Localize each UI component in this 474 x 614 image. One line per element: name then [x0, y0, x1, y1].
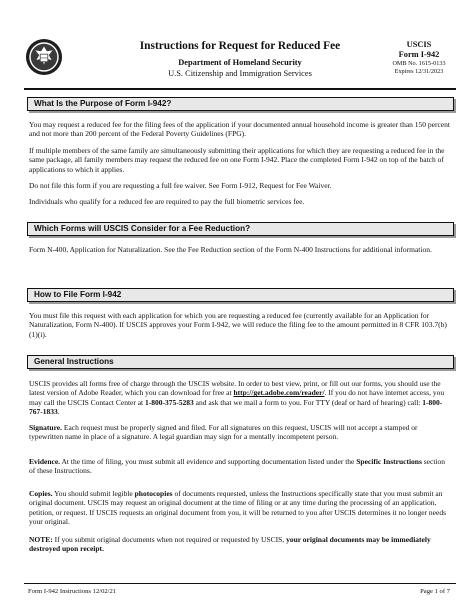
adobe-reader-link[interactable]: http://get.adobe.com/reader/ — [233, 388, 325, 398]
tty-phone: 1-800-767-1833 — [29, 397, 443, 417]
section-header-purpose — [27, 97, 454, 111]
purpose-paragraph-1: You may request a reduced fee for the filing fees of the application if your documented annual household income is greater than 150 percent and not more than 200 percent of the Federal Poverty Guidelines (FPG). — [29, 120, 450, 139]
dhs-seal-icon — [25, 38, 63, 76]
section-header-forms — [27, 222, 454, 236]
section-header-how-to-file — [27, 288, 454, 302]
signature-paragraph: Signature. Each request must be properly signed and filed. For all signatures on this request, USCIS will not accept a stamped or typewritten name in place of a signature. A legal guardian may sign for a mentally incompetent person. — [29, 423, 418, 442]
footer-form-edition: Form I-942 Instructions 12/02/21 — [28, 588, 117, 595]
form-identifier — [384, 40, 454, 76]
purpose-paragraph-4: Individuals who qualify for a reduced fee are required to pay the full biometric services fee. — [29, 197, 305, 206]
section-heading: General Instructions — [34, 357, 114, 366]
department-name: Department of Homeland Security — [178, 58, 302, 67]
document-title: Instructions for Request for Reduced Fee — [139, 40, 341, 52]
agency-name: U.S. Citizenship and Immigration Services — [168, 69, 312, 78]
purpose-paragraph-2: If multiple members of the same family are simultaneously submitting their applications for which they are requesting a reduced fee in the same package, all family members may request the reduced fee on one Form I-942. Place the completed Form I-942 on top of the batch of applications to which it applies. — [29, 146, 445, 174]
how-to-file-paragraph-1: You must file this request with each application for which you are requesting a reduced fee (currently available for an Application for Naturalization, Form N-400). If USCIS approves your Form I-942, we will reduce the filing fee to the amount permitted in 8 CFR 103.7(b)(1)(i). — [29, 311, 447, 339]
note-label: NOTE: — [29, 535, 53, 544]
expiration-date: Expires 12/31/2023 — [394, 68, 444, 75]
evidence-paragraph: Evidence. At the time of filing, you must submit all evidence and supporting documentation listed under the Specific Instructions section of these Instructions. — [29, 457, 445, 476]
section-heading: How to File Form I-942 — [34, 290, 122, 299]
forms-paragraph-1: Form N-400, Application for Naturalization. See the Fee Reduction section of the Form N-400 Instructions for additional information. — [29, 245, 432, 254]
footer-divider — [24, 583, 456, 584]
signature-label: Signature. — [29, 423, 62, 432]
copies-label: Copies. — [29, 489, 53, 498]
evidence-label: Evidence. — [29, 457, 61, 466]
omb-number: OMB No. 1615-0133 — [392, 60, 446, 67]
contact-center-phone: 1-800-375-5283 — [145, 397, 194, 407]
footer-page-number: Page 1 of 7 — [420, 588, 450, 595]
copies-paragraph: Copies. You should submit legible photocopies of documents requested, unless the Instructions specifically state that you must submit an original document. USCIS may request an original document at the time of filing or at any time during the processing of an application, petition, or request. If USCIS requests an original document from you, it will be returned to you after USCIS determines it no longer needs your original. — [29, 489, 446, 527]
form-number: Form I-942 — [398, 50, 440, 59]
section-heading: What Is the Purpose of Form I-942? — [34, 99, 172, 108]
general-paragraph-forms: USCIS provides all forms free of charge through the USCIS website. In order to best view, print, or fill out our forms, you should use the latest version of Adobe Reader, which you can download for free at http://get.adobe.com/reader/. If you do not have internet access, you may call the USCIS Contact Center at 1-800-375-5283 and ask that we mail a form to you. For TTY (deaf or hard of hearing) call: 1-800-767-1833. — [29, 379, 445, 417]
header-divider — [24, 88, 456, 90]
purpose-paragraph-3: Do not file this form if you are requesting a full fee waiver. See Form I-912, Request for Fee Waiver. — [29, 181, 332, 190]
note-paragraph: NOTE: If you submit original documents when not required or requested by USCIS, your original documents may be immediately destroyed upon receipt. — [29, 535, 431, 554]
section-header-general — [27, 355, 454, 369]
section-heading: Which Forms will USCIS Consider for a Fee Reduction? — [34, 224, 251, 233]
form-agency: USCIS — [406, 40, 432, 49]
